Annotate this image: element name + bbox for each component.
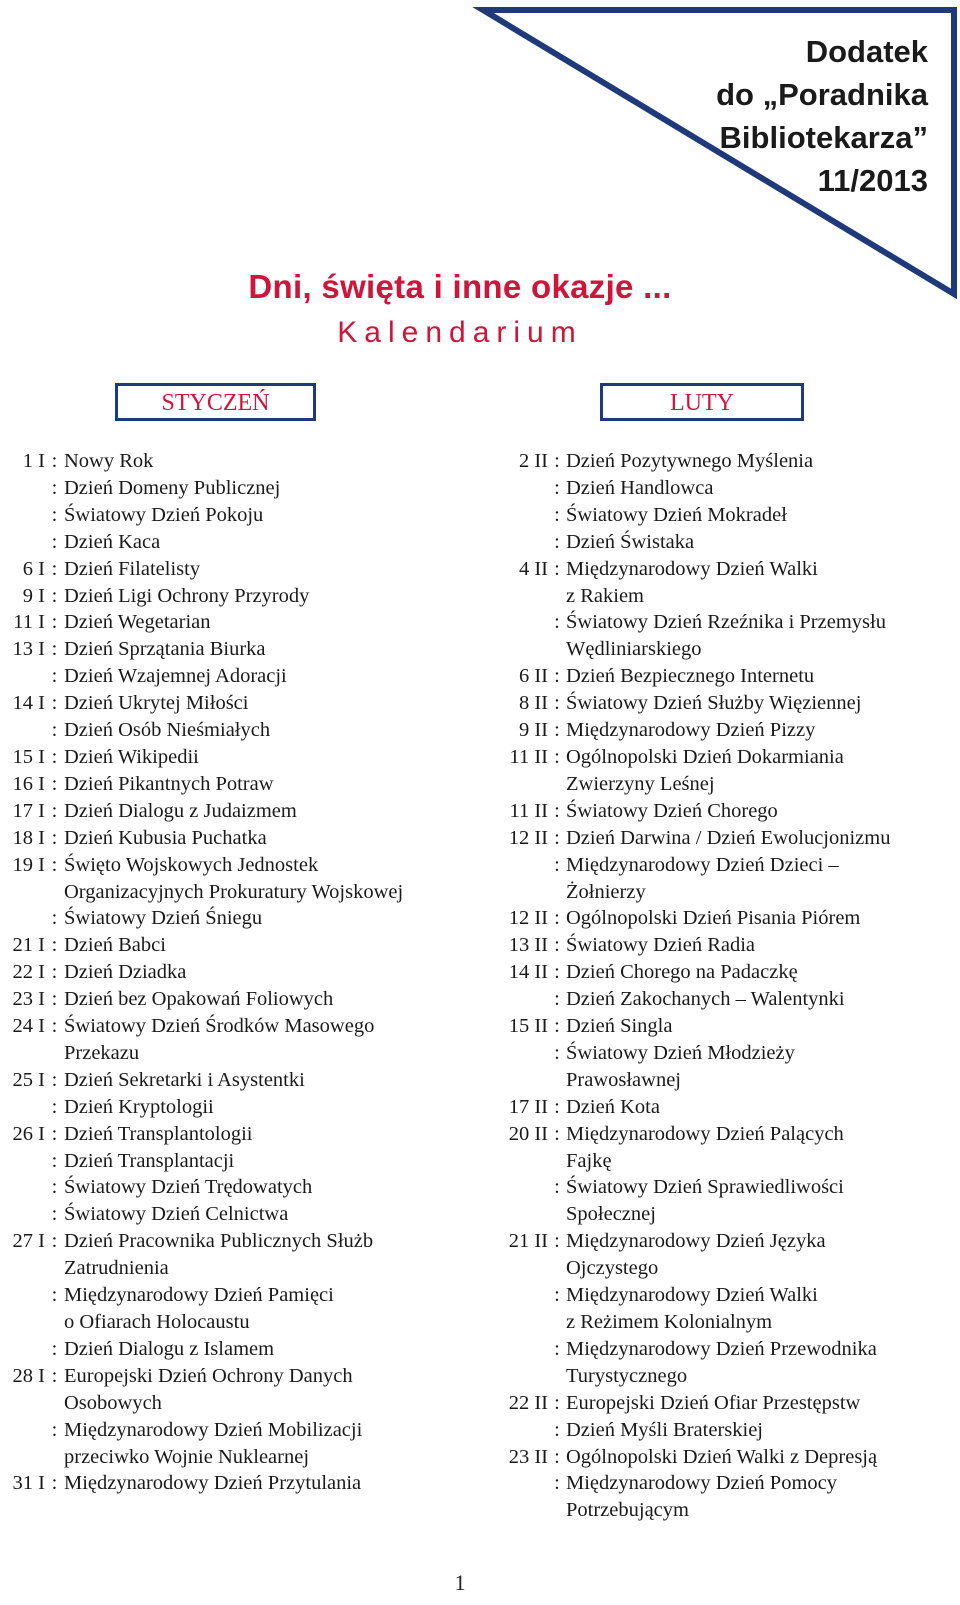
entry-separator: : bbox=[554, 1041, 560, 1064]
entry-description-line: Światowy Dzień Służby Więziennej bbox=[566, 692, 862, 715]
entry-description-line: Dzień Sekretarki i Asystentki bbox=[64, 1068, 305, 1091]
entry-description-line: z Rakiem bbox=[566, 584, 644, 607]
entry-description-line: Społecznej bbox=[566, 1203, 656, 1226]
entry-separator: : bbox=[51, 1418, 58, 1441]
entry-separator: : bbox=[51, 988, 58, 1011]
entry-separator: : bbox=[554, 853, 560, 876]
entry-description-line: Międzynarodowy Dzień Mobilizacji bbox=[64, 1418, 363, 1441]
entry-description-line: Dzień Filatelisty bbox=[64, 557, 201, 580]
entry-date: 11 II bbox=[509, 799, 548, 822]
entry-description-line: Święto Wojskowych Jednostek bbox=[64, 853, 319, 876]
entry-date: 16 I bbox=[12, 772, 45, 795]
entry-description-line: Dzień Kubusia Puchatka bbox=[64, 826, 267, 849]
entry-description-line: Dzień Transplantologii bbox=[64, 1122, 253, 1145]
entry-description-line: Dzień Osób Nieśmiałych bbox=[64, 719, 271, 742]
entry-separator: : bbox=[51, 1472, 58, 1495]
entry-separator: : bbox=[554, 557, 560, 580]
entry-separator: : bbox=[51, 826, 58, 849]
entry-separator: : bbox=[51, 1122, 58, 1145]
calendar-entry bbox=[0, 798, 890, 825]
entry-description-line: o Ofiarach Holocaustu bbox=[64, 1311, 250, 1333]
entry-separator: : bbox=[554, 1230, 560, 1253]
entry-separator: : bbox=[51, 450, 58, 472]
entry-description-line: Dzień Zakochanych – Walentynki bbox=[566, 988, 845, 1011]
entry-date: 25 I bbox=[12, 1068, 45, 1091]
entry-description-line: Zatrudnienia bbox=[64, 1257, 169, 1280]
entry-date: 12 II bbox=[508, 826, 548, 849]
entry-separator: : bbox=[554, 719, 560, 742]
entry-description-line: Światowy Dzień Sprawiedliwości bbox=[566, 1176, 844, 1199]
supplement-line: 11/2013 bbox=[817, 163, 928, 198]
entry-date: 21 I bbox=[12, 934, 45, 957]
entry-description-line: Dzień Pracownika Publicznych Służb bbox=[64, 1230, 374, 1253]
entry-description bbox=[566, 1444, 877, 1471]
entry-separator: : bbox=[51, 799, 58, 822]
entry-separator: : bbox=[554, 530, 560, 553]
entry-separator: : bbox=[51, 1337, 58, 1360]
calendar-entry bbox=[0, 448, 890, 475]
entry-date bbox=[0, 1174, 548, 1228]
entry-description-line: Dzień Babci bbox=[64, 934, 166, 957]
entry-description-line: Dzień Darwina / Dzień Ewolucjonizmu bbox=[566, 826, 891, 849]
entry-date: 13 I bbox=[12, 638, 45, 661]
entry-description bbox=[566, 852, 839, 906]
entry-description bbox=[566, 663, 814, 690]
entry-description-line: Międzynarodowy Dzień Palących bbox=[566, 1122, 844, 1145]
entry-description-line: Światowy Dzień Celnictwa bbox=[64, 1203, 289, 1226]
entry-date bbox=[0, 609, 548, 663]
calendar-entry bbox=[0, 825, 890, 852]
entry-separator: : bbox=[554, 934, 560, 957]
entry-description bbox=[566, 1094, 660, 1121]
entry-description-line: Dzień Świstaka bbox=[566, 530, 695, 553]
entry-separator: : bbox=[554, 1176, 560, 1199]
calendar-entry bbox=[0, 932, 890, 959]
entry-date: 23 I bbox=[12, 988, 45, 1011]
entry-date: 15 I bbox=[12, 745, 45, 768]
entry-separator: : bbox=[51, 1149, 58, 1172]
calendar-entry bbox=[0, 529, 890, 556]
entry-separator: : bbox=[51, 1364, 58, 1387]
entry-separator: : bbox=[554, 1122, 560, 1145]
entry-description-line: Dzień Dialogu z Judaizmem bbox=[64, 799, 297, 822]
calendar-entry bbox=[0, 1417, 890, 1444]
entry-separator: : bbox=[554, 988, 560, 1011]
calendar-entry bbox=[0, 556, 890, 610]
entry-date: 23 II bbox=[508, 1445, 548, 1468]
entry-description-line: Międzynarodowy Dzień Przewodnika bbox=[566, 1337, 877, 1360]
entry-date: 11 I bbox=[13, 611, 45, 634]
calendar-entry bbox=[0, 1470, 890, 1524]
entry-separator: : bbox=[554, 1337, 560, 1360]
entry-separator: : bbox=[51, 772, 58, 795]
entry-separator: : bbox=[51, 692, 58, 715]
entry-date bbox=[0, 502, 548, 529]
entry-date: 31 I bbox=[12, 1472, 45, 1495]
entry-description-line: Międzynarodowy Dzień Walki bbox=[566, 557, 818, 580]
calendar-entry bbox=[0, 690, 890, 717]
calendar-entry bbox=[0, 852, 890, 906]
entry-description bbox=[566, 475, 713, 502]
entry-description bbox=[566, 502, 787, 529]
entry-date: 14 II bbox=[508, 961, 548, 984]
calendar-entry bbox=[0, 1228, 890, 1282]
entry-description bbox=[566, 932, 755, 959]
entry-description-line: Europejski Dzień Ofiar Przestępstw bbox=[566, 1391, 861, 1414]
entry-description-line: Dzień Dialogu z Islamem bbox=[64, 1337, 275, 1360]
entry-description-line: Dzień Wikipedii bbox=[64, 745, 199, 768]
entry-separator: : bbox=[51, 1095, 58, 1118]
entry-separator: : bbox=[554, 476, 560, 499]
entry-description bbox=[566, 825, 890, 852]
entry-separator: : bbox=[51, 557, 58, 580]
entry-description-line: Dzień Singla bbox=[566, 1015, 673, 1038]
calendar-entry bbox=[0, 959, 890, 986]
entry-separator: : bbox=[554, 1472, 560, 1495]
entry-description-line: Międzynarodowy Dzień Pamięci bbox=[64, 1284, 334, 1307]
calendar-entry bbox=[0, 986, 890, 1013]
calendar-entry bbox=[0, 1013, 890, 1040]
entry-date: 26 I bbox=[12, 1122, 45, 1145]
entry-description bbox=[566, 556, 818, 610]
entry-separator: : bbox=[51, 1203, 58, 1226]
page-number: 1 bbox=[454, 1570, 466, 1595]
entry-description-line: Światowy Dzień Środków Masowego bbox=[64, 1015, 375, 1038]
entry-separator: : bbox=[51, 934, 58, 957]
entry-separator: : bbox=[51, 745, 58, 768]
supplement-line: Dodatek bbox=[805, 34, 928, 69]
entry-separator: : bbox=[51, 1284, 58, 1307]
entry-separator: : bbox=[51, 961, 58, 984]
entry-description-line: Światowy Dzień Mokradeł bbox=[566, 503, 787, 526]
entry-date bbox=[0, 1417, 548, 1444]
entry-separator: : bbox=[51, 503, 58, 526]
entry-description-line: Organizacyjnych Prokuratury Wojskowej bbox=[64, 880, 404, 903]
entry-separator: : bbox=[554, 961, 560, 984]
entry-separator: : bbox=[51, 1176, 58, 1199]
entry-date: 22 I bbox=[12, 961, 45, 984]
entry-separator: : bbox=[554, 1284, 560, 1307]
entry-separator: : bbox=[554, 1015, 560, 1038]
entry-separator: : bbox=[554, 450, 560, 472]
entry-description-line: Dzień Pikantnych Potraw bbox=[64, 772, 274, 795]
entry-separator: : bbox=[554, 745, 560, 768]
entry-description-line: Międzynarodowy Dzień Dzieci – bbox=[566, 853, 839, 876]
entry-description-line: Dzień Dziadka bbox=[64, 961, 187, 984]
entry-description bbox=[566, 1013, 672, 1040]
entry-description-line: Ogólnopolski Dzień Dokarmiania bbox=[566, 745, 844, 768]
entry-description bbox=[566, 1282, 818, 1336]
calendar-entry bbox=[0, 502, 890, 529]
entry-date: 6 I bbox=[22, 557, 45, 580]
entry-separator: : bbox=[554, 799, 560, 822]
entry-separator: : bbox=[51, 530, 58, 553]
entry-description-line: Nowy Rok bbox=[64, 450, 154, 472]
february-events-list bbox=[0, 448, 890, 1524]
entry-description-line: z Reżimem Kolonialnym bbox=[566, 1311, 773, 1333]
calendar-entry bbox=[0, 1282, 890, 1336]
entry-date: 19 I bbox=[12, 853, 45, 876]
entry-description-line: Światowy Dzień Trędowatych bbox=[64, 1176, 313, 1199]
calendar-entry bbox=[0, 717, 890, 744]
entry-description bbox=[566, 959, 798, 986]
entry-separator: : bbox=[51, 1068, 58, 1091]
supplement-line: Bibliotekarza” bbox=[719, 120, 928, 155]
entry-description-line: Międzynarodowy Dzień Języka bbox=[566, 1230, 826, 1253]
entry-separator: : bbox=[554, 1391, 560, 1414]
entry-description bbox=[566, 798, 778, 825]
entry-date: 18 I bbox=[12, 826, 45, 849]
entry-separator: : bbox=[51, 584, 58, 607]
calendar-entry bbox=[0, 744, 890, 798]
entry-description bbox=[566, 1336, 877, 1390]
calendar-entry bbox=[0, 1040, 890, 1094]
entry-date bbox=[0, 529, 548, 556]
entry-description bbox=[566, 1228, 826, 1282]
entry-date bbox=[0, 1282, 548, 1336]
entry-date bbox=[0, 1336, 548, 1390]
entry-separator: : bbox=[51, 719, 58, 742]
entry-description-line: Dzień bez Opakowań Foliowych bbox=[64, 988, 334, 1011]
entry-description-line: Dzień Wzajemnej Adoracji bbox=[64, 665, 287, 688]
entry-date: 24 I bbox=[12, 1015, 45, 1038]
entry-description bbox=[566, 986, 845, 1013]
entry-description-line: Ogólnopolski Dzień Pisania Piórem bbox=[566, 907, 861, 930]
entry-date: 2 II bbox=[518, 450, 548, 472]
entry-description-line: Dzień Wegetarian bbox=[64, 611, 211, 634]
entry-description bbox=[566, 1390, 860, 1417]
entry-description-line: Ogólnopolski Dzień Walki z Depresją bbox=[566, 1445, 878, 1468]
entry-date bbox=[0, 986, 548, 1013]
entry-description-line: Dzień Ukrytej Miłości bbox=[64, 692, 249, 715]
page-title: Dni, święta i inne okazje ... bbox=[248, 268, 672, 305]
entry-description-line: Potrzebującym bbox=[566, 1499, 689, 1522]
entry-date: 4 II bbox=[518, 557, 548, 580]
entry-description-line: Światowy Dzień Rzeźnika i Przemysłu bbox=[566, 611, 886, 634]
entry-date: 22 II bbox=[508, 1391, 548, 1414]
entry-date: 14 I bbox=[12, 692, 45, 715]
entry-separator: : bbox=[554, 907, 560, 930]
entry-date: 20 II bbox=[508, 1122, 548, 1145]
entry-description bbox=[566, 690, 861, 717]
entry-description-line: Dzień Bezpiecznego Internetu bbox=[566, 665, 815, 688]
supplement-line: do „Poradnika bbox=[716, 77, 928, 112]
entry-separator: : bbox=[51, 1230, 58, 1253]
supplement-label bbox=[716, 30, 928, 202]
page-subtitle: Kalendarium bbox=[337, 316, 583, 349]
entry-date bbox=[0, 475, 548, 502]
entry-separator: : bbox=[554, 692, 560, 715]
entry-description-line: Dzień Pozytywnego Myślenia bbox=[566, 450, 814, 472]
entry-description-line: Europejski Dzień Ochrony Danych bbox=[64, 1364, 353, 1387]
entry-description bbox=[566, 448, 813, 475]
entry-date: 17 II bbox=[508, 1095, 548, 1118]
calendar-entry bbox=[0, 1174, 890, 1228]
entry-date: 11 II bbox=[509, 745, 548, 768]
entry-date: 12 II bbox=[508, 907, 548, 930]
entry-date: 6 II bbox=[518, 665, 548, 688]
entry-date: 8 II bbox=[518, 692, 548, 715]
calendar-entry bbox=[0, 475, 890, 502]
entry-description-line: Światowy Dzień Radia bbox=[566, 934, 756, 957]
entry-description-line: Dzień Handlowca bbox=[566, 476, 714, 499]
entry-separator: : bbox=[554, 665, 560, 688]
entry-description bbox=[566, 609, 886, 663]
entry-description-line: Fajkę bbox=[566, 1149, 612, 1172]
entry-description-line: Międzynarodowy Dzień Pizzy bbox=[566, 719, 816, 742]
entry-date: 9 I bbox=[22, 584, 45, 607]
entry-description-line: Światowy Dzień Śniegu bbox=[64, 907, 263, 930]
entry-date bbox=[0, 1040, 548, 1094]
entry-description-line: Dzień Kaca bbox=[64, 530, 161, 553]
entry-description-line: przeciwko Wojnie Nuklearnej bbox=[64, 1445, 310, 1468]
entry-separator: : bbox=[51, 907, 58, 930]
entry-description bbox=[566, 1040, 795, 1094]
entry-separator: : bbox=[554, 611, 560, 634]
entry-description-line: Osobowych bbox=[64, 1391, 162, 1414]
entry-description-line: Międzynarodowy Dzień Przytulania bbox=[64, 1472, 362, 1495]
entry-separator: : bbox=[51, 1015, 58, 1038]
calendar-entry bbox=[0, 663, 890, 690]
entry-description-line: Przekazu bbox=[64, 1041, 140, 1064]
entry-description bbox=[566, 529, 694, 556]
entry-separator: : bbox=[51, 638, 58, 661]
entry-separator: : bbox=[51, 476, 58, 499]
entry-date bbox=[0, 1470, 548, 1524]
entry-description-line: Światowy Dzień Pokoju bbox=[64, 503, 264, 526]
entry-date: 21 II bbox=[508, 1230, 548, 1253]
entry-date: 17 I bbox=[12, 799, 45, 822]
entry-separator: : bbox=[554, 503, 560, 526]
entry-date: 28 I bbox=[12, 1364, 45, 1387]
entry-separator: : bbox=[554, 1095, 560, 1118]
calendar-entry bbox=[0, 609, 890, 663]
entry-description-line: Dzień Myśli Braterskiej bbox=[566, 1418, 763, 1441]
entry-description bbox=[566, 1174, 844, 1228]
entry-date bbox=[0, 852, 548, 906]
entry-description bbox=[566, 717, 815, 744]
entry-description-line: Dzień Transplantacji bbox=[64, 1149, 235, 1172]
entry-description-line: Wędliniarskiego bbox=[566, 638, 702, 661]
entry-separator: : bbox=[51, 853, 58, 876]
entry-separator: : bbox=[51, 665, 58, 688]
entry-separator: : bbox=[554, 1418, 560, 1441]
entry-separator: : bbox=[51, 611, 58, 634]
entry-description-line: Międzynarodowy Dzień Walki bbox=[566, 1284, 818, 1307]
entry-description-line: Dzień Domeny Publicznej bbox=[64, 476, 281, 499]
entry-date: 15 II bbox=[508, 1015, 548, 1038]
calendar-entry bbox=[0, 1121, 890, 1175]
entry-date: 1 I bbox=[22, 450, 45, 472]
entry-description-line: Ojczystego bbox=[566, 1257, 659, 1280]
entry-description-line: Światowy Dzień Młodzieży bbox=[566, 1041, 795, 1064]
entry-separator: : bbox=[554, 826, 560, 849]
entry-description-line: Dzień Ligi Ochrony Przyrody bbox=[64, 584, 310, 607]
entry-description-line: Międzynarodowy Dzień Pomocy bbox=[566, 1472, 837, 1495]
entry-description-line: Zwierzyny Leśnej bbox=[566, 772, 715, 795]
month-heading-january: STYCZEŃ bbox=[115, 383, 316, 421]
month-heading-february: LUTY bbox=[600, 383, 804, 421]
entry-date: 13 II bbox=[508, 934, 548, 957]
entry-description bbox=[566, 1417, 763, 1444]
entry-description bbox=[566, 905, 860, 932]
entry-description-line: Światowy Dzień Chorego bbox=[566, 799, 778, 822]
entry-description-line: Dzień Kryptologii bbox=[64, 1095, 214, 1118]
calendar-entry bbox=[0, 905, 890, 932]
entry-description bbox=[566, 744, 844, 798]
entry-description-line: Dzień Chorego na Padaczkę bbox=[566, 961, 798, 984]
calendar-entry bbox=[0, 1094, 890, 1121]
entry-description bbox=[566, 1121, 844, 1175]
entry-description-line: Turystycznego bbox=[566, 1364, 688, 1387]
entry-date: 27 I bbox=[12, 1230, 45, 1253]
entry-separator: : bbox=[554, 1445, 560, 1468]
calendar-entry bbox=[0, 1336, 890, 1390]
entry-description-line: Dzień Sprzątania Biurka bbox=[64, 638, 266, 661]
entry-date: 9 II bbox=[518, 719, 548, 742]
entry-description-line: Prawosławnej bbox=[566, 1068, 682, 1091]
entry-description-line: Dzień Kota bbox=[566, 1095, 660, 1118]
calendar-entry bbox=[0, 1390, 890, 1417]
entry-description bbox=[566, 1470, 837, 1524]
calendar-entry bbox=[0, 1444, 890, 1471]
entry-description-line: Żołnierzy bbox=[566, 880, 646, 903]
